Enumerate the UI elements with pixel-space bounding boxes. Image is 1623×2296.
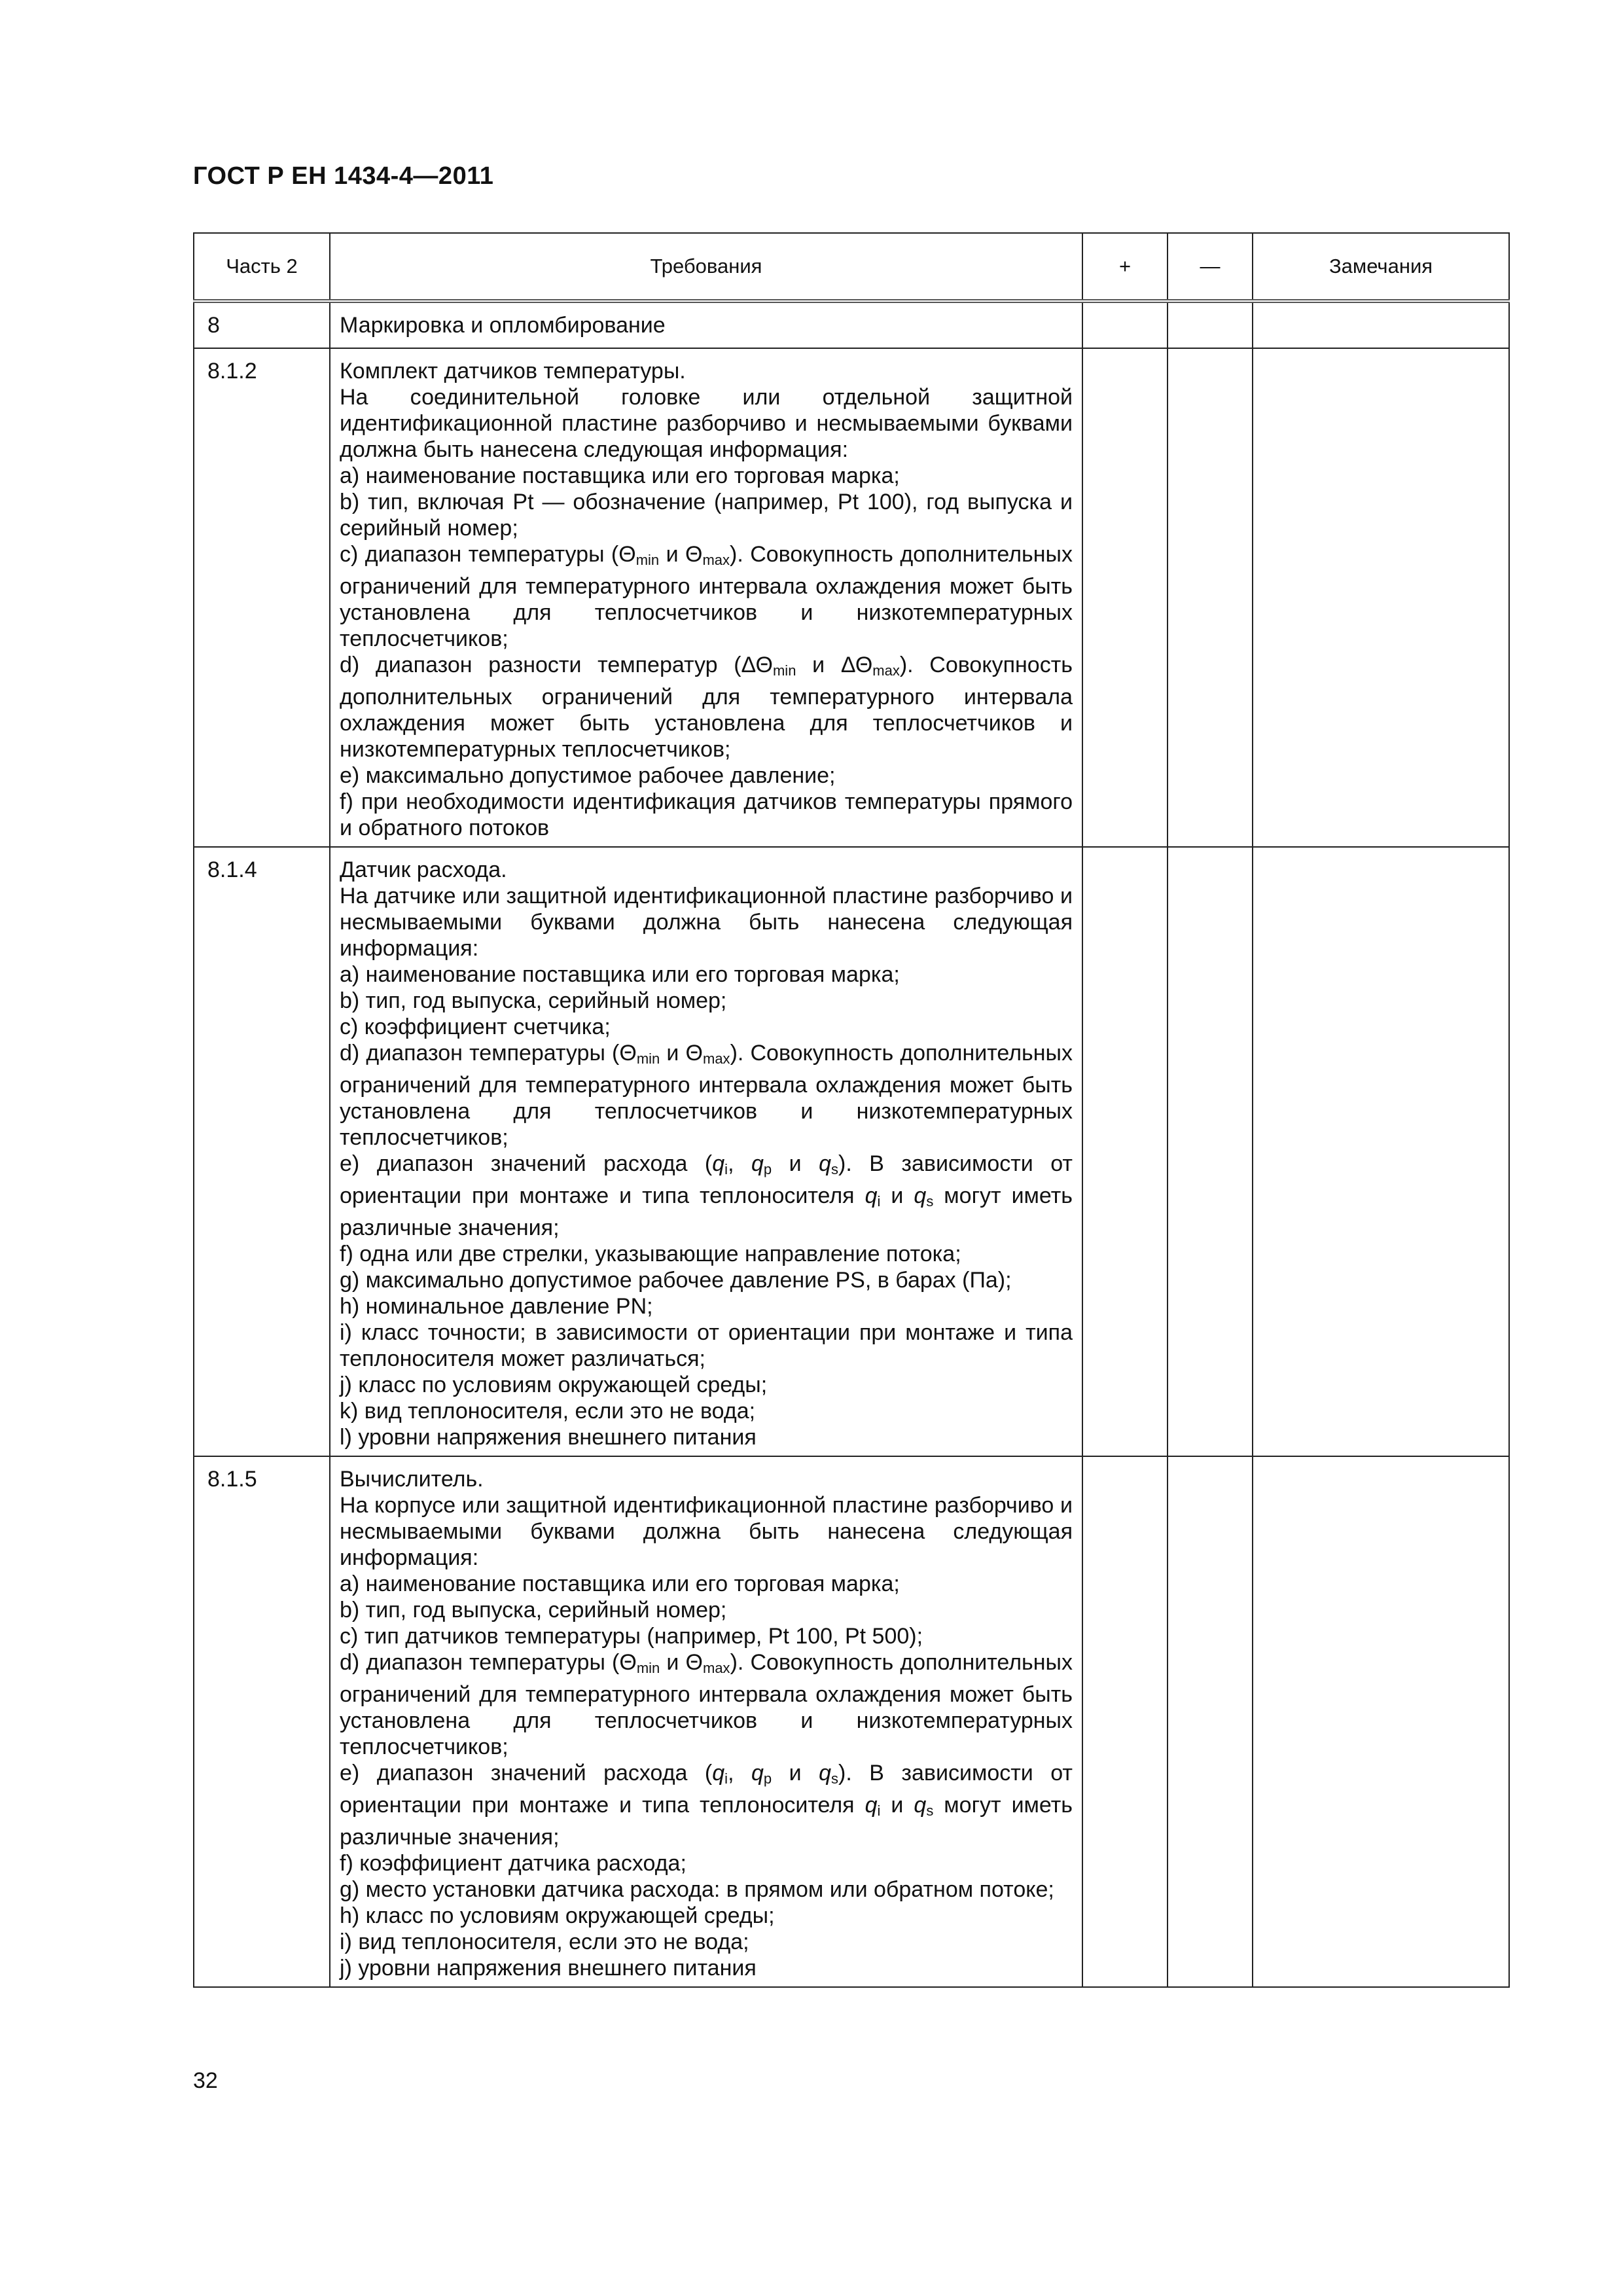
requirement-line: h) класс по условиям окружающей среды; bbox=[340, 1903, 775, 1928]
requirement-line: f) одна или две стрелки, указывающие направление потока; bbox=[340, 1242, 961, 1266]
requirement-line: с) тип датчиков температуры (например, Pt 100, Pt 500); bbox=[340, 1624, 923, 1649]
requirement-text bbox=[330, 303, 1082, 344]
requirement-line: b) тип, включая Pt — обозначение (например, Pt 100), год выпуска и серийный номер; bbox=[340, 490, 1073, 541]
column-header-plus: + bbox=[1082, 233, 1168, 301]
requirement-line: d) диапазон температуры ($\Theta_{min}$ и $\Theta_{max}$). Совокупность дополнительных ограничений для температурного интервала охлаждения может быть установлена для теплосчетчиков и низкотемпературных теплосчетчиков; bbox=[340, 1650, 1073, 1759]
plus-cell bbox=[1082, 1456, 1168, 1987]
table-row bbox=[194, 301, 1509, 348]
requirement-line: d) диапазон разности температур ($\Delta\Theta_{min}$ и $\Delta\Theta_{max}$). Совокупность дополнительных ограничений для температурного интервала охлаждения может быть установлена для теплосчетчиков и низкотемпературных теплосчетчиков; bbox=[340, 653, 1073, 762]
requirement-line: f) коэффициент датчика расхода; bbox=[340, 1851, 687, 1876]
requirement-line: На корпусе или защитной идентификационной пластине разборчиво и несмываемыми буквами должна быть нанесена следующая информация: bbox=[340, 1493, 1073, 1570]
document-code: ГОСТ Р ЕН 1434-4—2011 bbox=[193, 162, 494, 190]
remarks-cell bbox=[1253, 348, 1509, 847]
page-number: 32 bbox=[193, 2068, 218, 2093]
column-header-part: Часть 2 bbox=[194, 233, 330, 301]
minus-cell bbox=[1168, 301, 1253, 348]
requirement-text bbox=[330, 1457, 1082, 1986]
requirement-line: е) максимально допустимое рабочее давление; bbox=[340, 763, 836, 788]
requirement-line: Комплект датчиков температуры. bbox=[340, 359, 686, 384]
remarks-cell bbox=[1253, 301, 1509, 348]
requirement-line: l) уровни напряжения внешнего питания bbox=[340, 1425, 757, 1450]
requirement-line: е) диапазон значений расхода ($q_i$, $q_p$ и $q_s$). В зависимости от ориентации при монтаже и типа теплоносителя $q_i$ и $q_s$ могут иметь различные значения; bbox=[340, 1761, 1073, 1850]
section-number-cell bbox=[194, 1456, 330, 1987]
requirement-line: а) наименование поставщика или его торговая марка; bbox=[340, 1571, 900, 1596]
requirement-line: На датчике или защитной идентификационной пластине разборчиво и несмываемыми буквами должна быть нанесена следующая информация: bbox=[340, 884, 1073, 961]
requirement-line: а) наименование поставщика или его торговая марка; bbox=[340, 463, 900, 488]
section-number: 8 bbox=[207, 313, 220, 338]
plus-cell bbox=[1082, 847, 1168, 1456]
requirement-line: с) коэффициент счетчика; bbox=[340, 1014, 611, 1039]
requirement-cell bbox=[330, 301, 1082, 348]
plus-cell bbox=[1082, 348, 1168, 847]
minus-cell bbox=[1168, 348, 1253, 847]
requirement-line: i) класс точности; в зависимости от ориентации при монтаже и типа теплоносителя может различаться; bbox=[340, 1320, 1073, 1371]
section-number-cell bbox=[194, 348, 330, 847]
section-number-cell bbox=[194, 847, 330, 1456]
requirement-cell bbox=[330, 1456, 1082, 1987]
requirement-cell bbox=[330, 847, 1082, 1456]
remarks-cell bbox=[1253, 1456, 1509, 1987]
requirement-line: j) класс по условиям окружающей среды; bbox=[340, 1372, 768, 1397]
requirement-line: е) диапазон значений расхода ($q_i$, $q_p$ и $q_s$). В зависимости от ориентации при монтаже и типа теплоносителя $q_i$ и $q_s$ могут иметь различные значения; bbox=[340, 1151, 1073, 1240]
remarks-cell bbox=[1253, 847, 1509, 1456]
table-row bbox=[194, 348, 1509, 847]
requirement-line: j) уровни напряжения внешнего питания bbox=[340, 1956, 757, 1981]
section-number: 8.1.4 bbox=[207, 857, 257, 882]
requirement-line: b) тип, год выпуска, серийный номер; bbox=[340, 1598, 727, 1623]
requirement-line: с) диапазон температуры ($\Theta_{min}$ и $\Theta_{max}$). Совокупность дополнительных ограничений для температурного интервала охлаждения может быть установлена для теплосчетчиков и низкотемпературных теплосчетчиков; bbox=[340, 542, 1073, 651]
section-number-cell bbox=[194, 301, 330, 348]
section-number: 8.1.2 bbox=[207, 359, 257, 384]
requirement-line: b) тип, год выпуска, серийный номер; bbox=[340, 988, 727, 1013]
minus-cell bbox=[1168, 1456, 1253, 1987]
table-row bbox=[194, 1456, 1509, 1987]
requirement-line: d) диапазон температуры ($\Theta_{min}$ и $\Theta_{max}$). Совокупность дополнительных ограничений для температурного интервала охлаждения может быть установлена для теплосчетчиков и низкотемпературных теплосчетчиков; bbox=[340, 1041, 1073, 1150]
requirement-line: k) вид теплоносителя, если это не вода; bbox=[340, 1399, 756, 1424]
requirement-cell bbox=[330, 348, 1082, 847]
requirement-line: h) номинальное давление PN; bbox=[340, 1294, 653, 1319]
requirement-text bbox=[330, 349, 1082, 846]
requirement-line: i) вид теплоносителя, если это не вода; bbox=[340, 1929, 749, 1954]
plus-cell bbox=[1082, 301, 1168, 348]
column-header-minus: — bbox=[1168, 233, 1253, 301]
requirement-line: g) максимально допустимое рабочее давление PS, в барах (Па); bbox=[340, 1268, 1012, 1293]
table-header-row bbox=[194, 233, 1509, 301]
requirement-line: Датчик расхода. bbox=[340, 857, 507, 882]
requirement-line: Маркировка и опломбирование bbox=[340, 313, 666, 338]
requirement-line: f) при необходимости идентификация датчиков температуры прямого и обратного потоков bbox=[340, 789, 1073, 840]
requirement-text bbox=[330, 848, 1082, 1456]
minus-cell bbox=[1168, 847, 1253, 1456]
requirements-table bbox=[193, 232, 1510, 1988]
section-number: 8.1.5 bbox=[207, 1467, 257, 1492]
requirement-line: Вычислитель. bbox=[340, 1467, 484, 1492]
requirement-line: На соединительной головке или отдельной защитной идентификационной пластине разборчиво и несмываемыми буквами должна быть нанесена следующая информация: bbox=[340, 385, 1073, 462]
table-row bbox=[194, 847, 1509, 1456]
requirement-line: g) место установки датчика расхода: в прямом или обратном потоке; bbox=[340, 1877, 1054, 1902]
column-header-remarks: Замечания bbox=[1253, 233, 1509, 301]
requirement-line: а) наименование поставщика или его торговая марка; bbox=[340, 962, 900, 987]
column-header-requirements: Требования bbox=[330, 233, 1082, 301]
